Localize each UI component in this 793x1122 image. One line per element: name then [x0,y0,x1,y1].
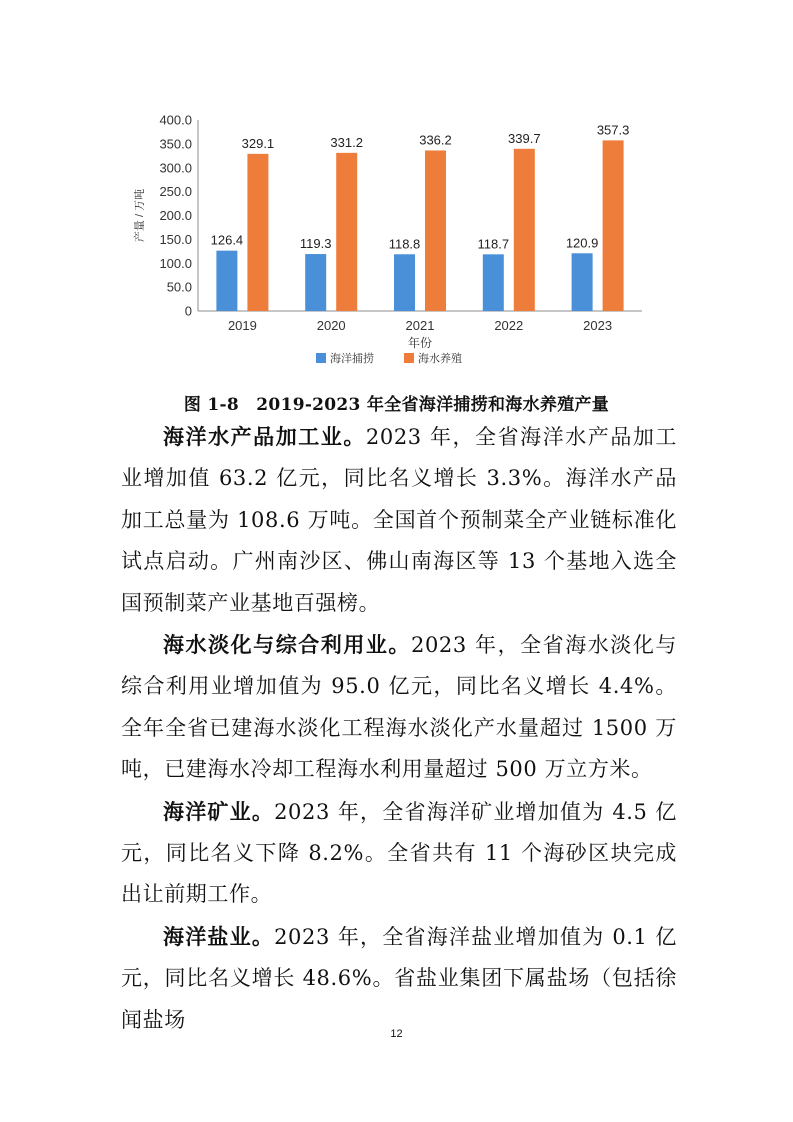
bar [514,149,535,311]
paragraph-lead: 海洋矿业。 [163,798,275,824]
paragraph-text: 2023 年，全省海洋矿业增加值为 4.5 亿元，同比名义下降 8.2%。全省共有 11 个海砂区块完成出让前期工作。 [121,799,678,907]
paragraph-text: 2023 年，全省海水淡化与综合利用业增加值为 95.0 亿元，同比名义增长 4.4%。全年全省已建海水淡化工程海水淡化产水量超过 1500 万吨，已建海水冷却工程海水利用量超过 500 万立方米。 [121,633,677,782]
bar-value-label: 357.3 [596,122,630,138]
bar-value-label: 119.3 [299,236,332,252]
bar [483,254,504,311]
paragraph-marine-mining [121,791,677,916]
x-tick-label: 2023 [583,318,613,333]
legend-swatch [316,353,326,363]
bar [603,140,624,311]
bar-value-label: 126.4 [210,232,244,248]
paragraph-text: 2023 年，全省海洋水产品加工业增加值 63.2 亿元，同比名义增长 3.3%。海洋水产品加工总量为 108.6 万吨。全国首个预制菜全产业链标准化试点启动。广州南沙区、佛山南海区等 13 个基地入选全国预制菜产业基地百强榜。 [121,425,678,615]
y-tick-label: 200.0 [159,208,192,223]
y-tick-label: 50.0 [166,279,192,295]
y-tick-label: 0 [184,303,192,319]
paragraph-lead: 海洋盐业。 [163,923,275,949]
paragraph-marine-salt [121,916,677,1041]
y-tick-label: 250.0 [159,184,192,200]
x-tick-label: 2021 [405,318,435,333]
bar-value-label: 118.8 [388,236,421,252]
legend-label: 海洋捕捞 [330,353,374,365]
paragraph-lead: 海洋水产品加工业。 [163,424,366,449]
x-tick-label: 2020 [316,318,346,333]
bar-value-label: 331.2 [330,134,363,150]
bar [572,253,593,311]
x-tick-label: 2019 [227,318,257,333]
paragraph-lead: 海水淡化与综合利用业。 [163,632,411,658]
bar-value-label: 120.9 [565,235,599,251]
y-tick-label: 100.0 [159,255,192,271]
legend-swatch [404,353,414,363]
body-text [121,416,677,1041]
bar [216,251,237,311]
bar [247,154,268,311]
bar [394,254,415,311]
y-tick-label: 300.0 [159,160,192,176]
paragraph-marine-processing [121,416,677,624]
y-tick-label: 350.0 [159,136,192,152]
legend-label: 海水养殖 [418,353,462,365]
x-tick-label: 2022 [494,318,524,333]
bar [305,254,326,311]
x-axis-title: 年份 [407,336,433,350]
paragraph-desalination [121,624,677,791]
y-axis-title: 产量 / 万吨 [134,188,146,243]
production-bar-chart [120,104,660,384]
bar-value-label: 329.1 [241,135,275,151]
bar-value-label: 336.2 [419,132,452,148]
page-number: 12 [390,1028,403,1040]
figure-caption: 图 1-8 2019-2023 年全省海洋捕捞和海水养殖产量 [183,395,610,415]
bar-value-label: 118.7 [477,236,510,252]
bar [336,153,357,311]
y-tick-label: 400.0 [159,112,192,128]
paragraph-text: 2023 年，全省海洋盐业增加值为 0.1 亿元，同比名义增长 48.6%。省盐业集团下属盐场（包括徐闻盐场 [121,924,678,1032]
bar [425,150,446,311]
bar-value-label: 339.7 [508,130,541,146]
y-tick-label: 150.0 [159,231,192,247]
